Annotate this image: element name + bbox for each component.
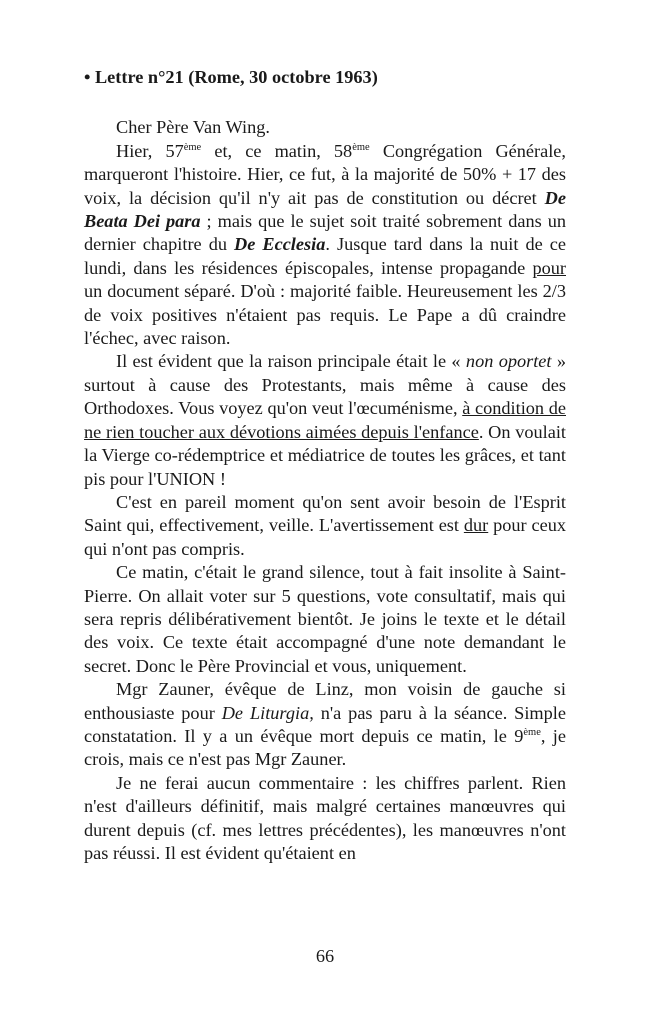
text-run: Il est évident que la raison principale était le « (116, 351, 466, 372)
text-run: . On voulait la Vierge co-rédemptrice et médiatrice de toutes les grâces, et tant pis pour l'UNION ! (84, 421, 567, 489)
text-run: . Jusque tard dans la nuit de ce lundi, dans les résidences épiscopales, intense propagande (84, 234, 566, 278)
italic-text: De Liturgia, (221, 702, 314, 723)
text-run: et, ce matin, 58 (201, 140, 353, 161)
underlined-text: pour (532, 257, 566, 278)
text-run: Congrégation Générale, marqueront l'histoire. Hier, ce fut, à la majorité de 50% + 17 des voix, la décision qu'il n'y ait pas de constitution ou décret (84, 140, 566, 208)
text-run: ; mais que le sujet soit traité sobrement dans un dernier chapitre du (84, 211, 566, 255)
superscript: ème (523, 726, 541, 738)
text-run: pour ceux qui n'ont pas compris. (84, 515, 566, 559)
text-run: , je crois, mais ce n'est pas Mgr Zauner. (84, 725, 566, 770)
emphasis-title: De Beata Dei para (84, 187, 566, 232)
text-run: Hier, 57 (116, 140, 184, 161)
text-run: n'a pas paru à la séance. Simple constatation. Il y a un évêque mort depuis ce matin, le 9 (84, 702, 566, 746)
text-run: C'est en pareil moment qu'on sent avoir besoin de l'Esprit Saint qui, effectivement, veille. L'avertissement est (84, 491, 566, 536)
text-run: un document séparé. D'où : majorité faible. Heureusement les 2/3 de voix positives n'étaient pas requis. Le Pape a dû craindre l'échec, avec raison. (84, 281, 566, 349)
letter-heading: • Lettre n°21 (Rome, 30 octobre 1963) (84, 67, 378, 87)
paragraph-5 (84, 678, 566, 772)
paragraph-6: Je ne ferai aucun commentaire : les chiffres parlent. Rien n'est d'ailleurs définitif, mais malgré certaines manœuvres qui durent depuis (cf. mes lettres précédentes), les manœuvres n'ont pas réussi. Il est évident qu'étaient en (84, 772, 566, 863)
underlined-text: à condition de ne rien toucher aux dévotions aimées depuis l'enfance (84, 398, 566, 442)
text-run: » surtout à cause des Protestants, mais même à cause des Orthodoxes. Vous voyez qu'on veut l'œcuménisme, (84, 351, 566, 419)
text-run: Mgr Zauner, évêque de Linz, mon voisin de gauche si enthousiaste pour (84, 679, 566, 723)
paragraph-3 (84, 491, 566, 561)
letter-page (84, 66, 566, 865)
page-number: 66 (315, 946, 335, 966)
emphasis-title: De Ecclesia (234, 234, 326, 255)
paragraph-1 (84, 140, 566, 351)
salutation: Cher Père Van Wing. (116, 117, 270, 138)
paragraph-2 (84, 350, 566, 490)
superscript: ème (352, 141, 370, 153)
superscript: ème (183, 141, 202, 153)
underlined-text: dur (463, 515, 489, 536)
italic-text: non oportet (465, 351, 552, 372)
paragraph-4: Ce matin, c'était le grand silence, tout à fait insolite à Saint-Pierre. On allait voter sur 5 questions, vote consultatif, mais qui sera repris délibérativement bientôt. Je joins le texte et le détail des voix. Ce texte était accompagné d'une note demandant le secret. Donc le Père Provincial et vous, uniquement. (84, 562, 566, 676)
